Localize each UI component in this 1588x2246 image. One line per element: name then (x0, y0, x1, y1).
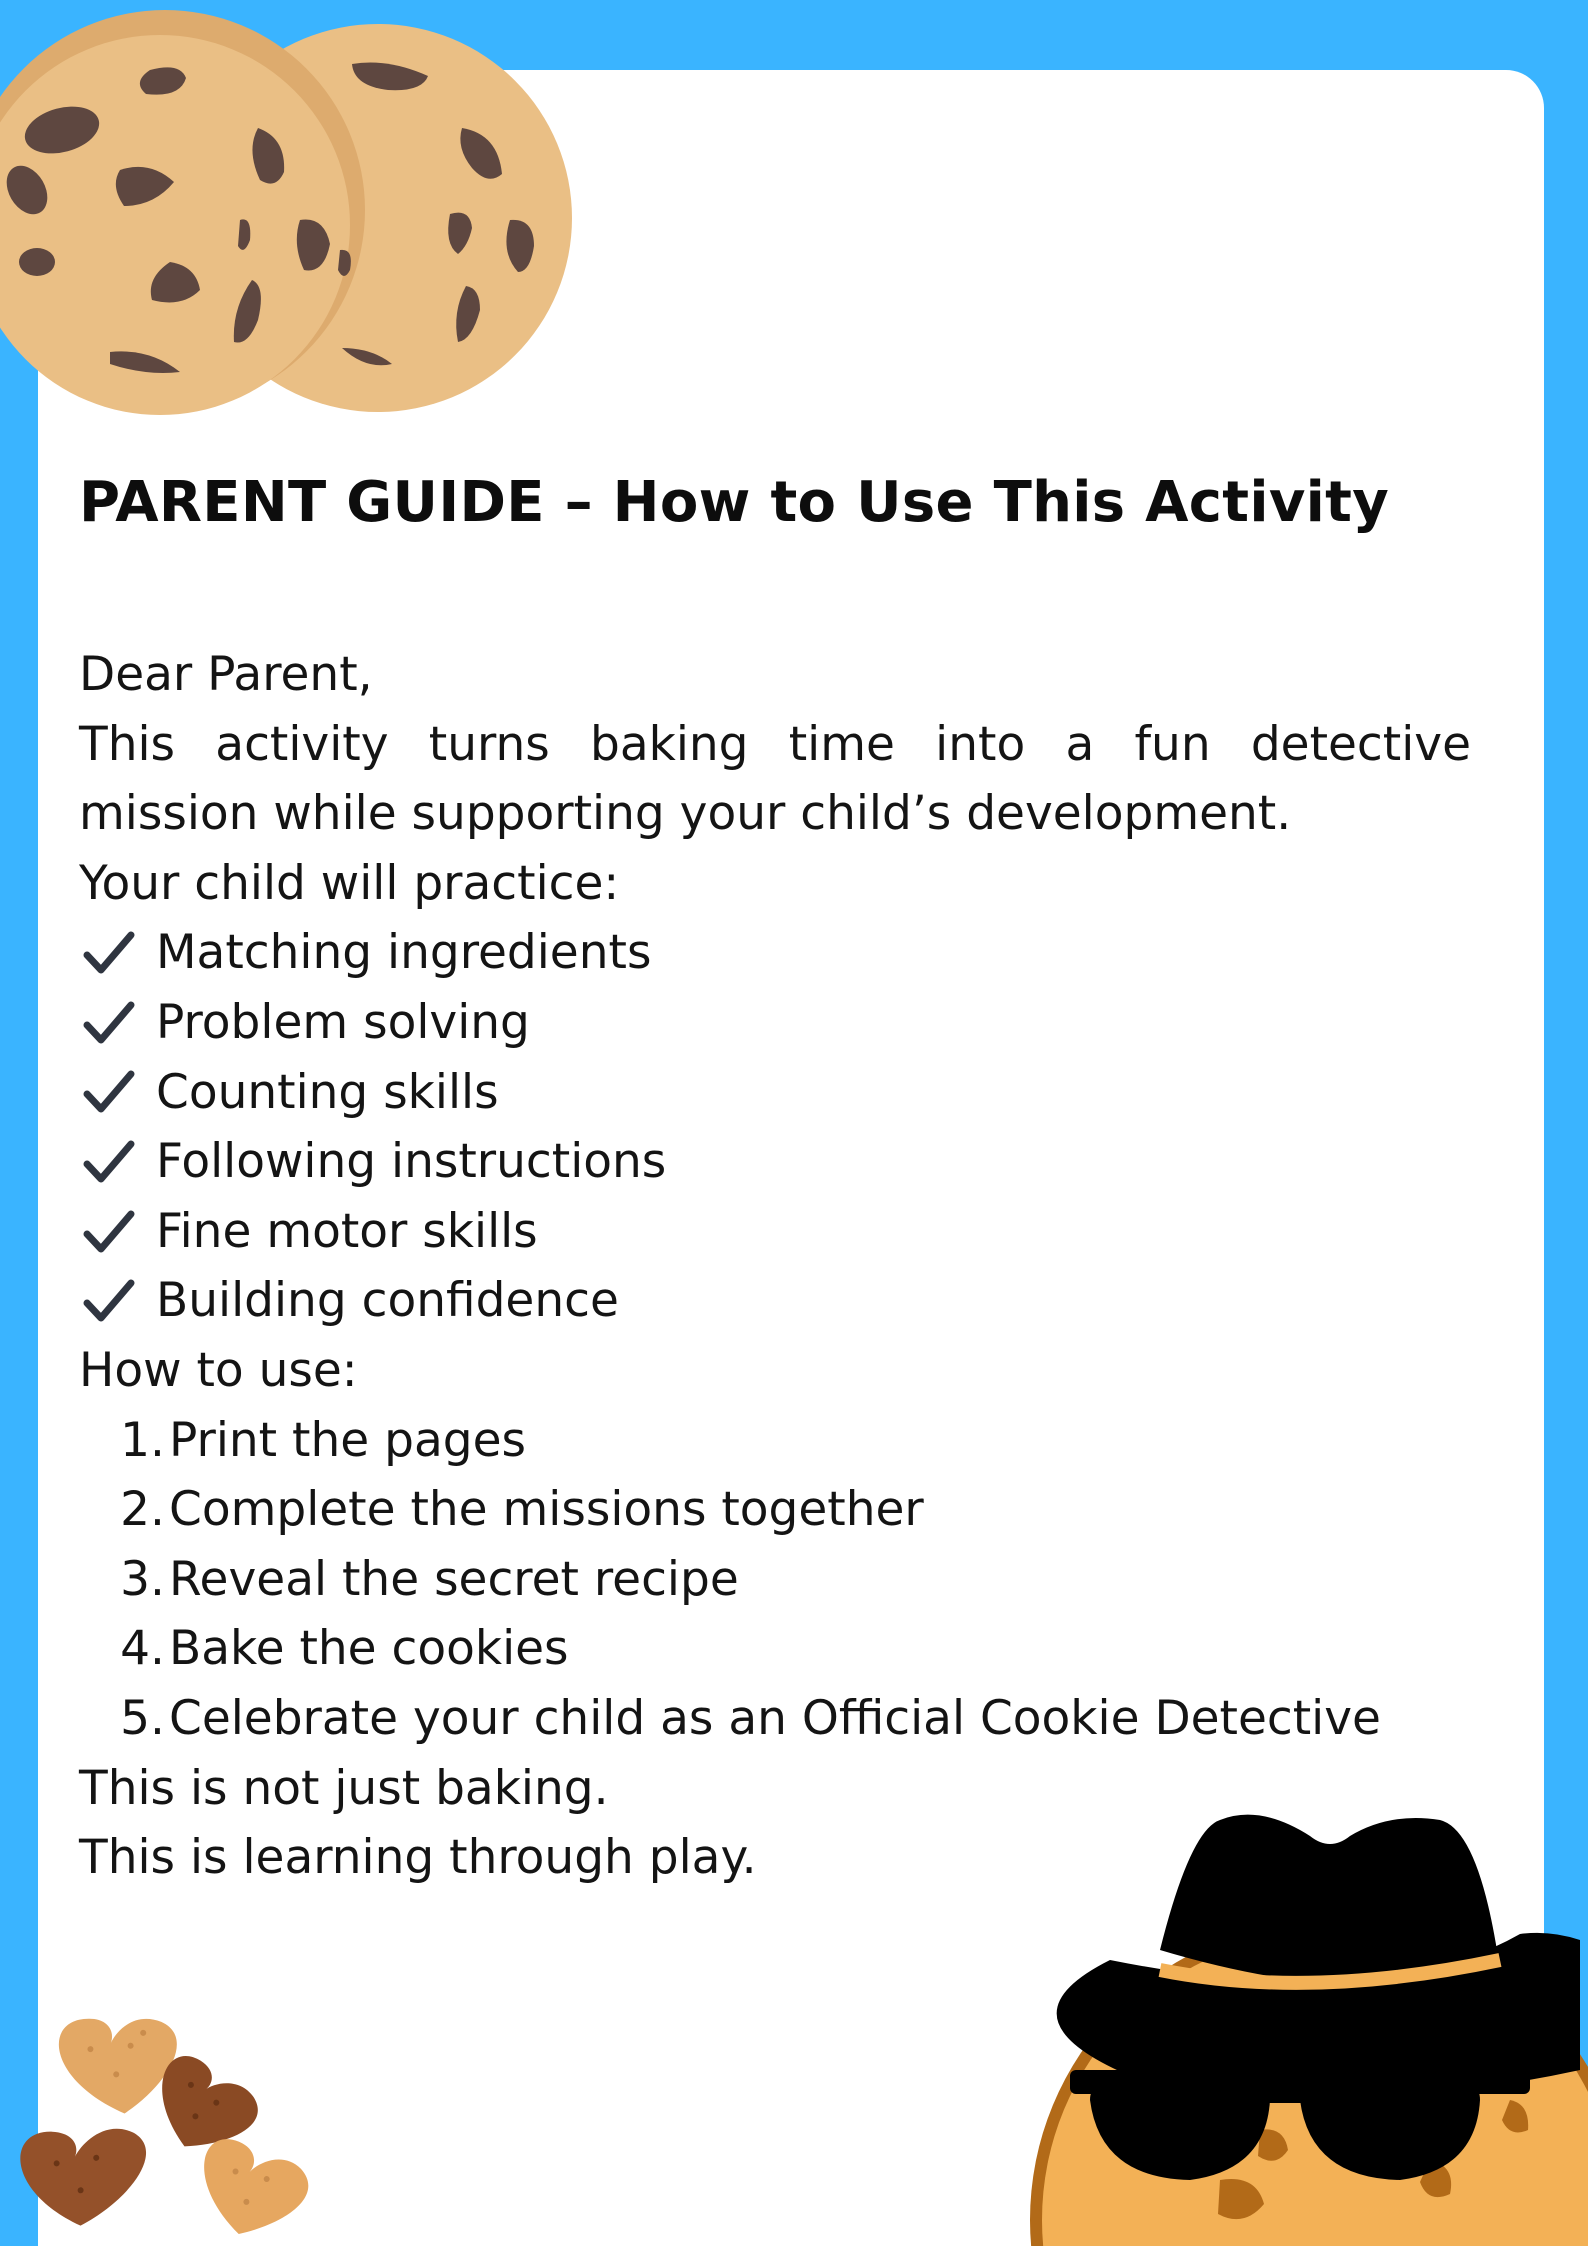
page-title: PARENT GUIDE – How to Use This Activity (79, 470, 1390, 535)
check-icon (79, 993, 139, 1053)
step-text: Complete the missions together (169, 1482, 924, 1538)
skill-item (79, 1058, 1471, 1128)
intro-line-1: This activity turns baking time into a fun detective (79, 716, 1471, 772)
step-item (79, 1614, 1471, 1684)
step-number: 2. (120, 1482, 165, 1538)
step-number: 3. (120, 1551, 165, 1607)
closing-line-1: This is not just baking. (79, 1760, 609, 1816)
step-item (79, 1545, 1471, 1615)
skill-item (79, 918, 1471, 988)
howto-heading: How to use: (79, 1342, 358, 1398)
skill-label: Counting skills (156, 1064, 499, 1120)
guide-body (79, 640, 1471, 1893)
closing-line-2: This is learning through play. (79, 1830, 757, 1886)
detective-cookie-illustration (1010, 1800, 1588, 2246)
skill-label: Matching ingredients (156, 925, 652, 981)
step-number: 5. (120, 1690, 165, 1746)
step-item (79, 1684, 1471, 1754)
skill-label: Problem solving (156, 994, 530, 1050)
step-text: Bake the cookies (169, 1621, 569, 1677)
step-number: 1. (120, 1412, 165, 1468)
step-item (79, 1406, 1471, 1476)
check-icon (79, 923, 139, 983)
intro-line-2: mission while supporting your child’s development. (79, 786, 1292, 842)
practice-heading: Your child will practice: (79, 855, 620, 911)
check-icon (79, 1132, 139, 1192)
greeting: Dear Parent, (79, 647, 373, 702)
step-text: Reveal the secret recipe (169, 1551, 739, 1607)
skill-item (79, 1197, 1471, 1267)
step-text: Print the pages (169, 1412, 526, 1468)
skill-label: Building confidence (156, 1273, 619, 1329)
skill-item (79, 1127, 1471, 1197)
check-icon (79, 1062, 139, 1122)
chocolate-chip-cookies-illustration (0, 0, 580, 420)
heart-cookies-illustration (0, 1970, 330, 2246)
check-icon (79, 1271, 139, 1331)
step-text: Celebrate your child as an Official Cookie Detective (169, 1690, 1381, 1746)
skill-label: Fine motor skills (156, 1203, 538, 1259)
skill-item (79, 988, 1471, 1058)
skill-label: Following instructions (156, 1134, 667, 1190)
step-number: 4. (120, 1621, 165, 1677)
step-item (79, 1475, 1471, 1545)
skill-item (79, 1266, 1471, 1336)
check-icon (79, 1202, 139, 1262)
